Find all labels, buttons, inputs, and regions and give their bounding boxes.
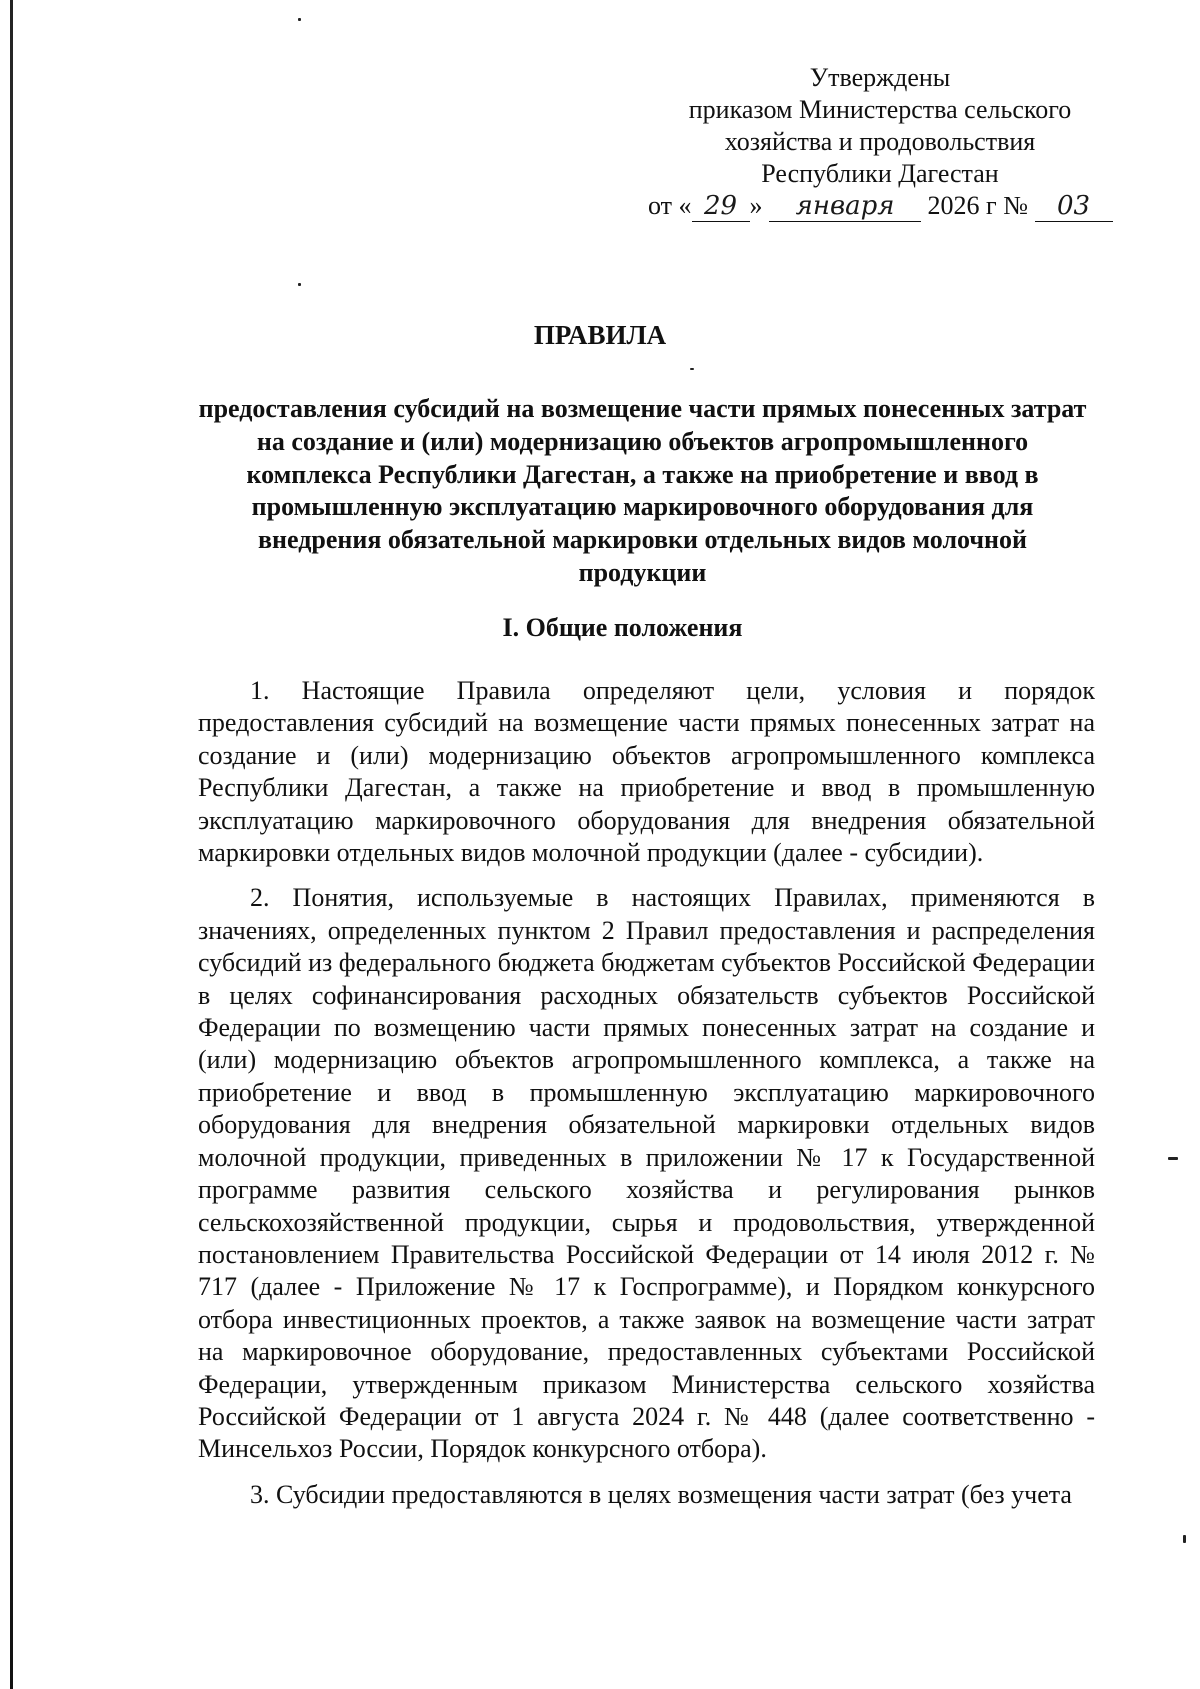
- approval-line-1: Утверждены: [809, 63, 951, 92]
- scan-speck: [298, 18, 301, 21]
- document-body: [198, 675, 1095, 1524]
- document-subtitle: предоставления субсидий на возмещение части прямых понесенных затрат на создание и (или) модернизацию объектов агропромышленного комплекса Республики Дагестан, а также на приобретение и ввод в промышленную эксплуатацию маркировочного оборудования для внедрения обязательной маркировки отдельных видов молочной продукции: [198, 394, 1087, 587]
- scan-speck: [298, 283, 301, 286]
- approval-line-2: приказом Министерства сельского: [688, 95, 1072, 124]
- handwritten-order-number: 03: [1035, 191, 1113, 222]
- approval-line-3: хозяйства и продовольствия: [724, 127, 1036, 156]
- document-title: ПРАВИЛА: [533, 320, 667, 350]
- scan-speck: [1168, 1157, 1178, 1160]
- paragraph-1: 1. Настоящие Правила определяют цели, условия и порядок предоставления субсидий на возмещение части прямых понесенных затрат на создание и (или) модернизацию объектов агропромышленного комплекса Республики Дагестан, а также на приобретение и ввод в промышленную эксплуатацию маркировочного оборудования для внедрения обязательной маркировки отдельных видов молочной продукции (далее - субсидии).: [198, 676, 1095, 868]
- date-mid: »: [749, 191, 763, 220]
- scan-speck: [690, 368, 694, 370]
- section-title: I. Общие положения: [502, 613, 743, 642]
- approval-date-line: [648, 190, 1120, 222]
- approval-block: [640, 62, 1120, 222]
- scan-speck: [1183, 1535, 1186, 1543]
- handwritten-month: января: [769, 191, 921, 222]
- date-year: 2026 г №: [927, 191, 1029, 220]
- date-prefix: от «: [648, 191, 692, 220]
- paragraph-2: 2. Понятия, используемые в настоящих Правилах, применяются в значениях, определенных пунктом 2 Правил предоставления и распределения субсидий из федерального бюджета бюджетам субъектов Российской Федерации в целях софинансирования расходных обязательств субъектов Российской Федерации по возмещению части прямых понесенных затрат на создание и (или) модернизацию объектов агропромышленного комплекса, а также на приобретение и ввод в промышленную эксплуатацию маркировочного оборудования для внедрения обязательной маркировки отдельных видов молочной продукции, приведенных в приложении № 17 к Государственной программе развития сельского хозяйства и регулирования рынков сельскохозяйственной продукции, сырья и продовольствия, утвержденной постановлением Правительства Российской Федерации от 14 июля 2012 г. № 717 (далее - Приложение № 17 к Госпрограмме), и Порядком конкурсного отбора инвестиционных проектов, а также заявок на возмещение части затрат на маркировочное оборудование, предоставленных субъектами Российской Федерации, утвержденным приказом Министерства сельского хозяйства Российской Федерации от 1 августа 2024 г. № 448 (далее соответственно - Минсельхоз России, Порядок конкурсного отбора).: [198, 883, 1095, 1464]
- paragraph-3: 3. Субсидии предоставляются в целях возмещения части затрат (без учета: [250, 1479, 1072, 1509]
- approval-line-4: Республики Дагестан: [761, 159, 999, 188]
- handwritten-day: 29: [692, 191, 750, 222]
- scan-left-edge: [10, 0, 13, 1689]
